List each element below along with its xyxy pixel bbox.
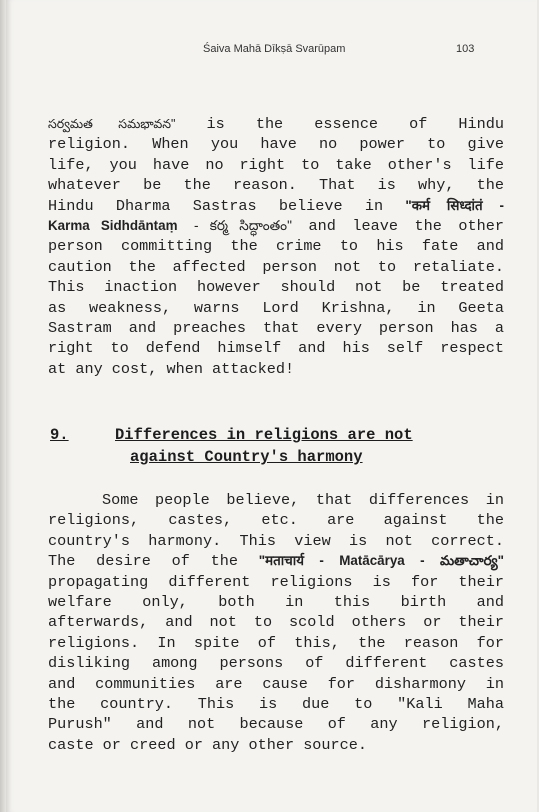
telugu-phrase: - కర్మ సిద్ధాంతం"	[194, 217, 292, 233]
text-line: Sastram and preaches that every person has a	[48, 318, 504, 337]
text-line	[48, 114, 504, 134]
devanagari-phrase: "मताचार्य - Matācārya - మతాచార్య"	[258, 553, 504, 569]
paragraph-differences	[48, 490, 504, 755]
text-line: welfare only, both in this birth and	[48, 592, 504, 611]
devanagari-phrase: "कर्म सिध्दांतं -	[405, 197, 504, 213]
telugu-phrase: సర్వమత సమభావన"	[48, 117, 176, 131]
text-line: life, you have no right to take other's life	[48, 155, 504, 174]
text-line: Some people believe, that differences in	[102, 491, 504, 509]
text-line: disliking among persons of different castes	[48, 654, 504, 673]
text-span: The desire of the	[48, 552, 238, 571]
transliteration-phrase: Karma Sidhdāntaṃ	[48, 217, 178, 233]
text-line	[48, 196, 504, 216]
text-span: is the essence of Hindu	[206, 115, 505, 133]
text-line	[48, 216, 504, 236]
text-line: afterwards, and not to scold others or their	[48, 613, 504, 632]
text-line: religion. When you have no power to give	[48, 135, 504, 154]
section-number: 9.	[50, 426, 69, 444]
text-line: This inaction however should not be treated	[48, 278, 504, 297]
text-line: whatever be the reason. That is why, the	[48, 176, 504, 195]
text-line: religions. In spite of this, the reason for	[48, 633, 504, 652]
text-span: Hindu Dharma Sastras believe in	[48, 196, 384, 215]
text-line	[48, 551, 504, 571]
text-line: propagating different religions is for their	[48, 572, 504, 591]
text-line: as weakness, warns Lord Krishna, in Geeta	[48, 298, 504, 317]
page-number: 103	[456, 43, 475, 55]
section-title-line2: against Country's harmony	[130, 448, 363, 466]
text-line: the country. This is due to "Kali Maha	[48, 694, 504, 713]
text-line: Purush" and not because of any religion,	[48, 715, 504, 734]
section-title-line1: Differences in religions are not	[115, 426, 413, 444]
text-line: country's harmony. This view is not correct.	[48, 531, 504, 550]
text-line: caste or creed or any other source.	[48, 735, 367, 754]
text-line: and communities are cause for disharmony in	[48, 674, 504, 693]
text-line: religions, castes, etc. are against the	[48, 511, 504, 530]
text-span: and leave the other	[308, 216, 504, 235]
text-line: at any cost, when attacked!	[48, 359, 295, 378]
text-line: caution the affected person not to retaliate.	[48, 257, 504, 276]
running-header-title: Śaiva Mahā Dīkṣā Svarūpam	[203, 43, 346, 55]
text-line: right to defend himself and his self respect	[48, 339, 504, 358]
text-line: person committing the crime to his fate and	[48, 237, 504, 256]
paragraph-karma	[48, 114, 504, 379]
